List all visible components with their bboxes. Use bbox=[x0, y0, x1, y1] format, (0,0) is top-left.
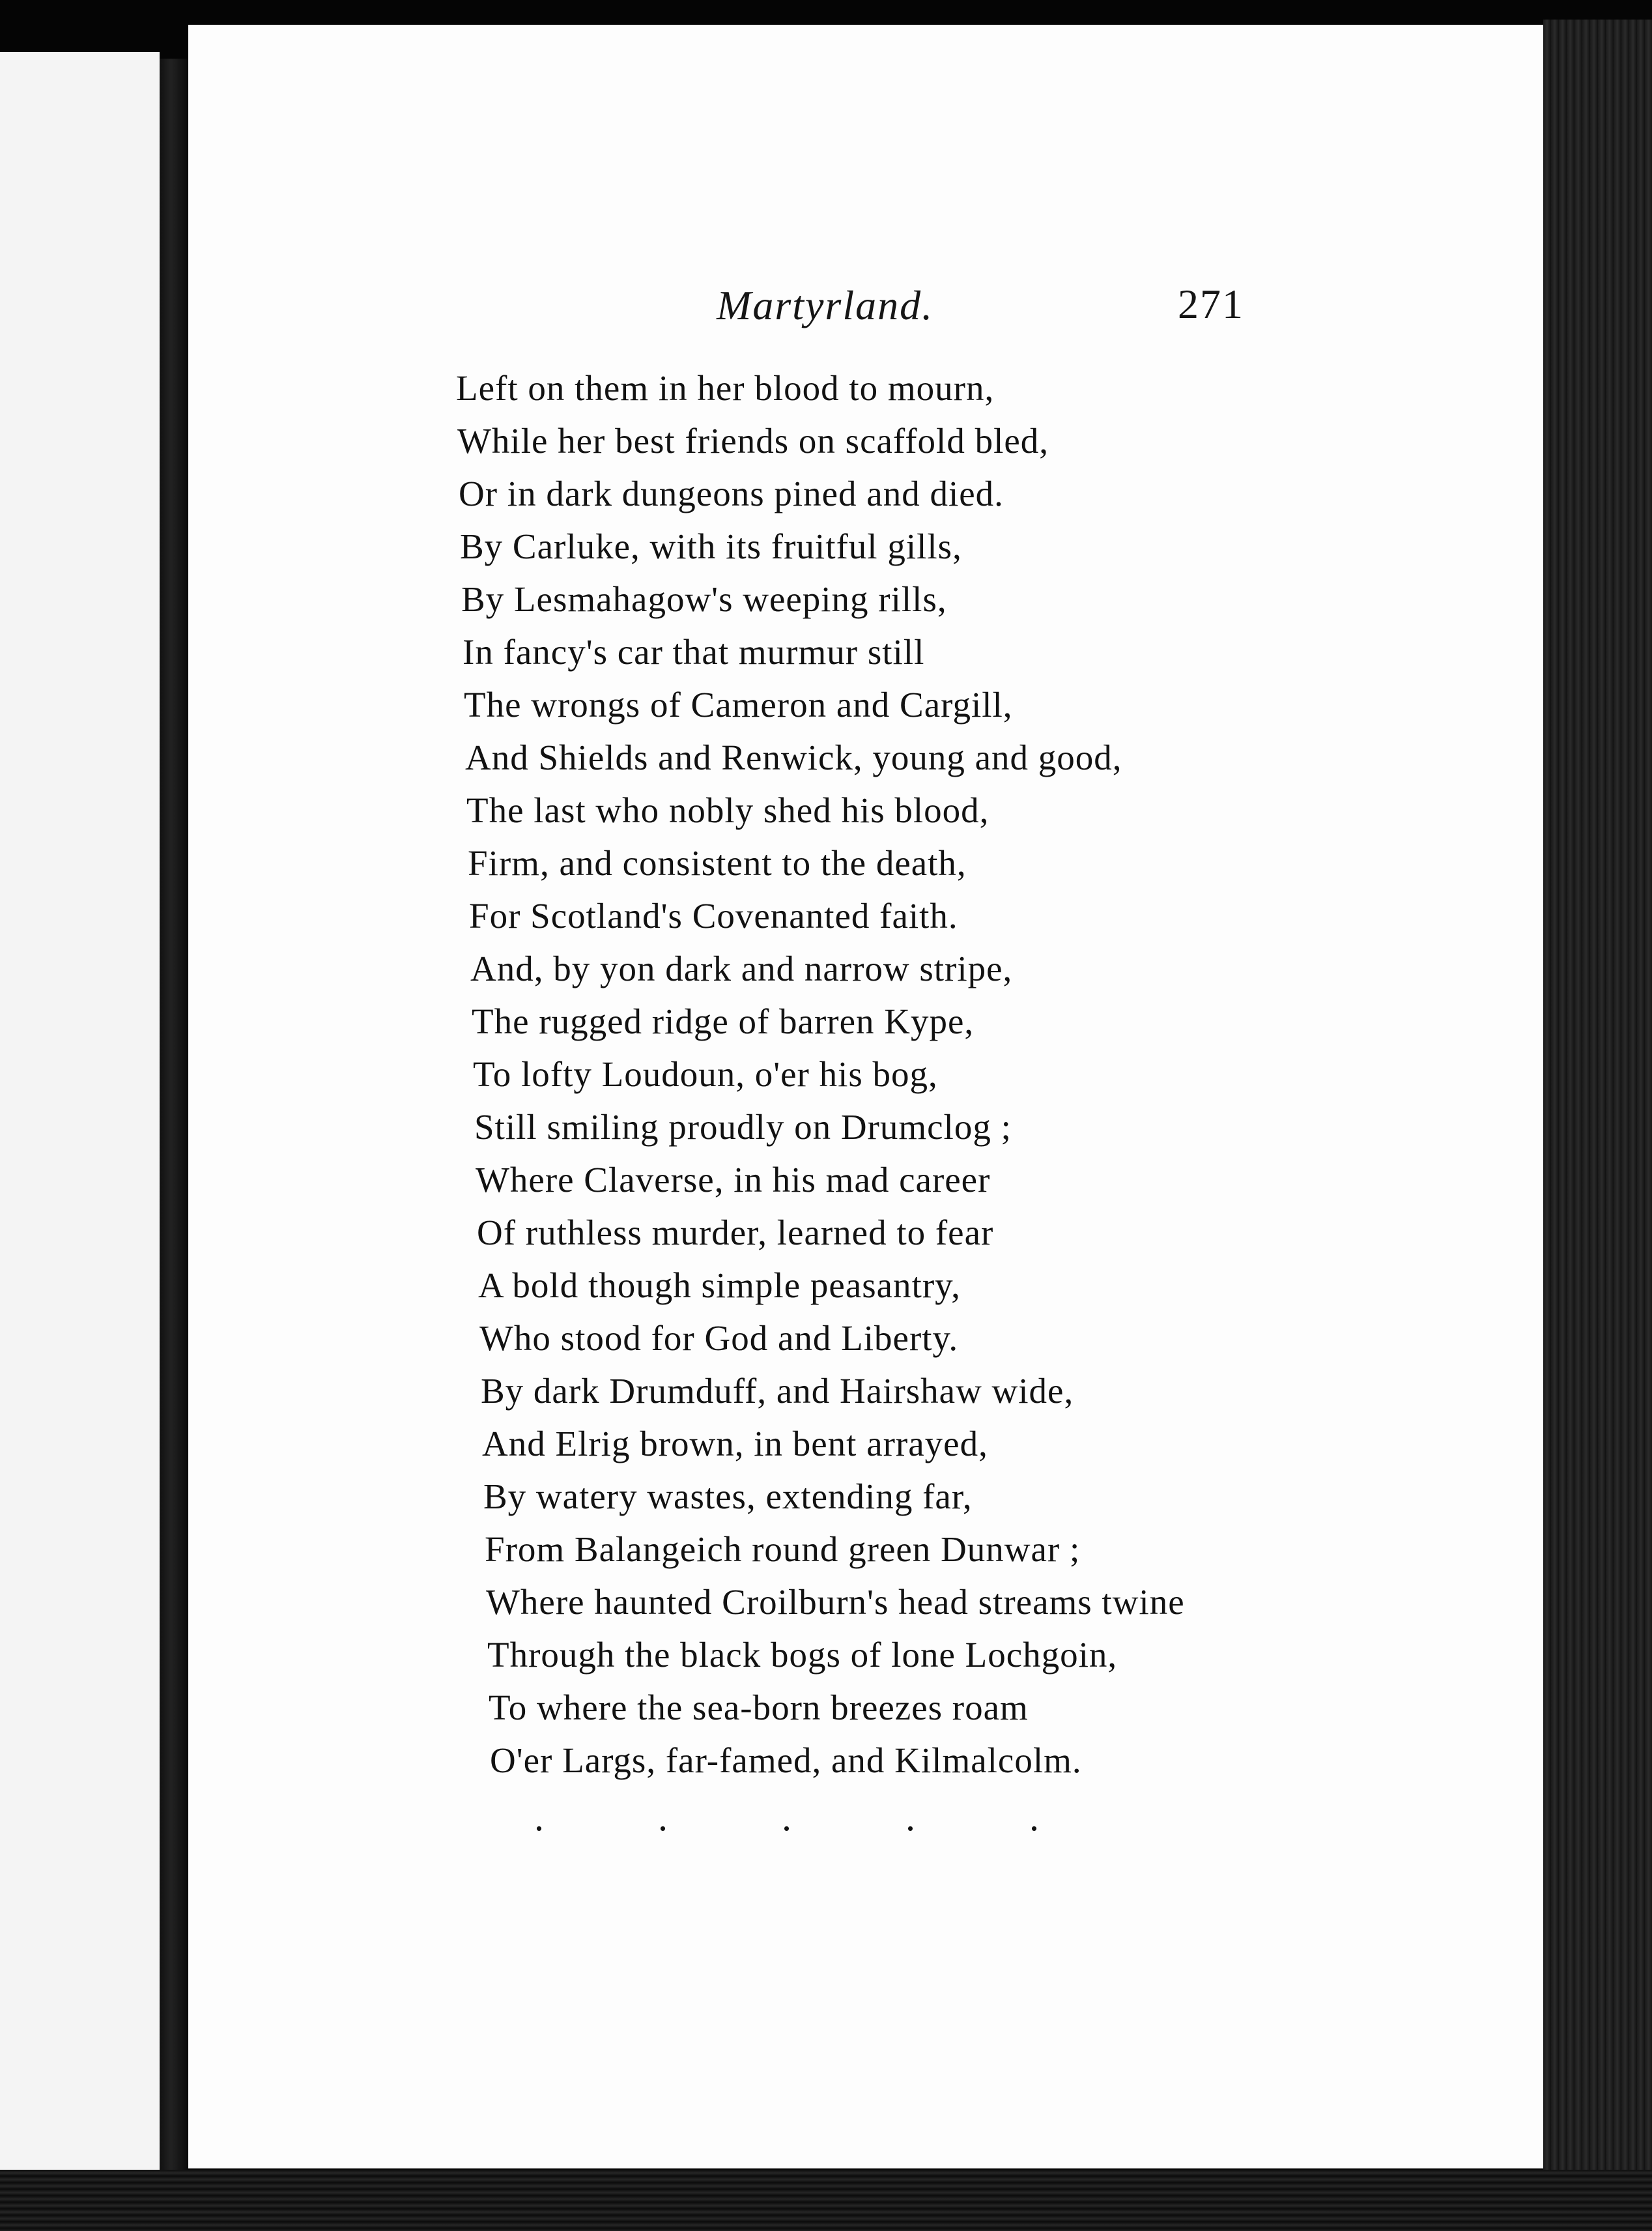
page-number: 271 bbox=[1178, 281, 1244, 327]
poem-line: Or in dark dungeons pined and died. bbox=[459, 474, 1004, 513]
poem-line: While her best friends on scaffold bled, bbox=[457, 421, 1049, 461]
book-bottom-edge bbox=[0, 2170, 1652, 2231]
facing-page-edge bbox=[0, 52, 160, 2170]
poem-line: And, by yon dark and narrow stripe, bbox=[470, 949, 1013, 988]
running-title: Martyrland. bbox=[717, 282, 934, 328]
poem-line: Where Claverse, in his mad career bbox=[476, 1160, 991, 1200]
poem-line: The last who nobly shed his blood, bbox=[466, 790, 990, 830]
poem-line: Through the black bogs of lone Lochgoin, bbox=[487, 1635, 1118, 1675]
poem-line: By Lesmahagow's weeping rills, bbox=[461, 579, 947, 619]
poem-line: The wrongs of Cameron and Cargill, bbox=[464, 685, 1013, 725]
poem-line: To where the sea-born breezes roam bbox=[489, 1688, 1029, 1727]
poem-line: Where haunted Croilburn's head streams twine bbox=[486, 1582, 1185, 1622]
page-stack-edge bbox=[1543, 20, 1652, 2231]
poem-line: A bold though simple peasantry, bbox=[478, 1265, 961, 1305]
poem-line: To lofty Loudoun, o'er his bog, bbox=[473, 1054, 938, 1094]
poem-line: Firm, and consistent to the death, bbox=[468, 843, 967, 883]
poem-line: Still smiling proudly on Drumclog ; bbox=[474, 1107, 1012, 1147]
book-gutter bbox=[160, 59, 188, 2170]
poem-line: From Balangeich round green Dunwar ; bbox=[485, 1529, 1081, 1569]
poem-text bbox=[456, 362, 1498, 1787]
poem-line: By watery wastes, extending far, bbox=[483, 1476, 973, 1516]
poem-line: The rugged ridge of barren Kype, bbox=[472, 1001, 975, 1041]
poem-line: And Elrig brown, in bent arrayed, bbox=[482, 1424, 988, 1463]
poem-line: Who stood for God and Liberty. bbox=[479, 1318, 959, 1358]
ellipsis-dots: . . . . . bbox=[534, 1796, 1039, 1839]
poem-line: And Shields and Renwick, young and good, bbox=[465, 738, 1122, 777]
poem-line: In fancy's car that murmur still bbox=[463, 632, 925, 672]
poem-line: For Scotland's Covenanted faith. bbox=[469, 896, 958, 936]
poem-line: Of ruthless murder, learned to fear bbox=[477, 1213, 994, 1252]
poem-line: Left on them in her blood to mourn, bbox=[456, 368, 995, 408]
poem-line: By dark Drumduff, and Hairshaw wide, bbox=[481, 1371, 1074, 1411]
poem-line: O'er Largs, far-famed, and Kilmalcolm. bbox=[490, 1740, 1082, 1780]
poem-line: By Carluke, with its fruitful gills, bbox=[460, 526, 962, 566]
